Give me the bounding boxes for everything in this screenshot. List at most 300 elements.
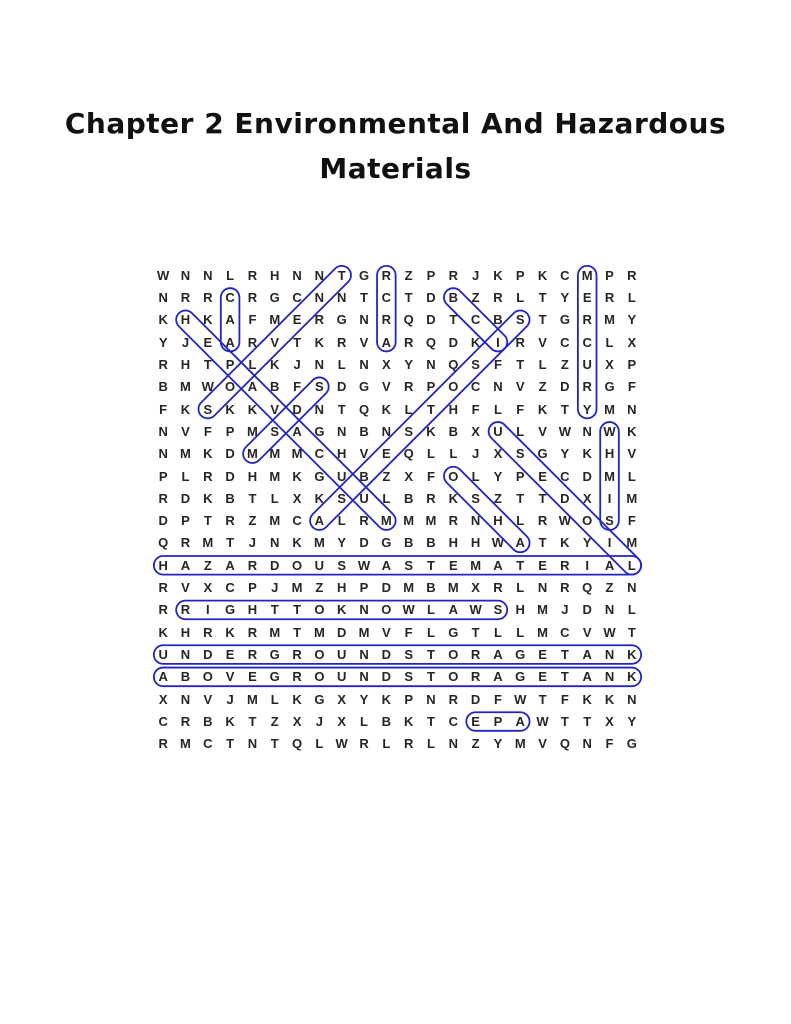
grid-cell: N — [359, 602, 369, 618]
grid-cell: M — [269, 468, 281, 484]
grid-cell: N — [381, 423, 392, 439]
grid-cell: D — [292, 401, 302, 417]
grid-cell: Y — [493, 468, 503, 484]
grid-cell: M — [180, 379, 191, 395]
grid-cell: U — [158, 647, 168, 663]
grid-cell: F — [493, 356, 502, 372]
grid-cell: E — [248, 669, 257, 685]
grid-cell: E — [225, 647, 235, 663]
grid-cell: W — [558, 423, 572, 439]
grid-cell: W — [157, 267, 170, 283]
grid-cell: J — [471, 267, 480, 283]
grid-cell: A — [515, 535, 525, 551]
grid-cell: D — [359, 535, 369, 551]
grid-cell: L — [426, 624, 435, 640]
grid-cell: Q — [425, 334, 437, 350]
grid-cell: N — [314, 267, 325, 283]
grid-cell: X — [337, 714, 347, 730]
grid-cell: P — [627, 356, 637, 372]
grid-cell: R — [470, 647, 481, 663]
grid-cell: G — [314, 468, 325, 484]
grid-cell: M — [291, 446, 303, 462]
grid-cell: R — [381, 312, 392, 328]
grid-cell: X — [292, 714, 302, 730]
grid-cell: B — [448, 289, 458, 305]
grid-cell: B — [158, 379, 168, 395]
grid-cell: N — [314, 356, 325, 372]
grid-cell: D — [158, 513, 168, 529]
grid-cell: F — [627, 513, 636, 529]
grid-cell: P — [493, 714, 503, 730]
grid-cell: Z — [203, 557, 212, 573]
grid-cell: T — [426, 557, 435, 573]
grid-cell: L — [605, 334, 614, 350]
grid-cell: A — [515, 714, 525, 730]
word-search-grid — [152, 264, 643, 755]
grid-cell: N — [180, 267, 191, 283]
grid-cell: T — [583, 714, 592, 730]
grid-cell: W — [335, 736, 348, 752]
grid-cell: F — [516, 401, 525, 417]
grid-cell: K — [158, 624, 168, 640]
grid-cell: R — [403, 334, 414, 350]
grid-cell: R — [627, 267, 637, 283]
grid-cell: D — [337, 624, 347, 640]
grid-cell: Q — [358, 401, 370, 417]
grid-cell: R — [537, 513, 548, 529]
grid-cell: T — [404, 289, 413, 305]
grid-cell: G — [336, 312, 347, 328]
grid-cell: M — [269, 312, 281, 328]
grid-cell: A — [225, 557, 235, 573]
grid-cell: M — [358, 624, 370, 640]
grid-cell: A — [493, 669, 503, 685]
word-search-puzzle — [152, 264, 643, 755]
grid-cell: N — [158, 423, 168, 439]
grid-cell: T — [426, 401, 435, 417]
grid-cell: U — [493, 423, 503, 439]
grid-cell: J — [226, 691, 234, 707]
grid-cell: R — [180, 289, 191, 305]
grid-cell: J — [561, 602, 569, 618]
grid-cell: S — [404, 423, 413, 439]
grid-cell: A — [582, 669, 592, 685]
grid-cell: B — [270, 379, 280, 395]
grid-cell: K — [270, 356, 280, 372]
grid-cell: K — [627, 647, 637, 663]
grid-cell: N — [180, 691, 191, 707]
grid-cell: K — [203, 312, 213, 328]
grid-cell: A — [225, 312, 235, 328]
grid-cell: R — [158, 580, 168, 596]
grid-cell: R — [158, 356, 168, 372]
grid-cell: A — [604, 557, 615, 573]
grid-cell: A — [381, 557, 392, 573]
grid-cell: C — [225, 289, 235, 305]
grid-cell: L — [404, 401, 413, 417]
grid-cell: Y — [158, 334, 168, 350]
grid-cell: R — [247, 624, 258, 640]
grid-cell: L — [270, 490, 279, 506]
grid-cell: V — [270, 401, 280, 417]
grid-cell: V — [582, 624, 592, 640]
grid-cell: R — [582, 312, 592, 328]
grid-cell: B — [180, 669, 191, 685]
grid-cell: K — [537, 267, 548, 283]
grid-cell: W — [603, 624, 616, 640]
grid-cell: G — [269, 669, 280, 685]
grid-cell: C — [314, 446, 325, 462]
grid-cell: H — [448, 535, 458, 551]
grid-cell: Y — [560, 446, 570, 462]
grid-cell: W — [536, 714, 549, 730]
grid-cell: P — [158, 468, 168, 484]
grid-cell: G — [626, 736, 637, 752]
grid-cell: B — [381, 714, 392, 730]
grid-cell: S — [605, 513, 614, 529]
grid-cell: N — [270, 535, 280, 551]
grid-cell: P — [605, 267, 614, 283]
grid-cell: N — [359, 312, 369, 328]
grid-cell: A — [582, 647, 592, 663]
grid-cell: G — [269, 289, 280, 305]
grid-cell: H — [270, 267, 280, 283]
grid-cell: T — [560, 669, 569, 685]
grid-cell: V — [627, 446, 637, 462]
grid-cell: V — [382, 379, 391, 395]
grid-cell: T — [516, 557, 525, 573]
grid-cell: R — [292, 647, 302, 663]
grid-cell: M — [180, 736, 191, 752]
grid-cell: R — [582, 379, 592, 395]
grid-cell: N — [203, 267, 213, 283]
grid-cell: E — [538, 647, 547, 663]
grid-cell: G — [559, 312, 570, 328]
grid-cell: Z — [471, 736, 480, 752]
grid-cell: M — [202, 535, 214, 551]
grid-cell: T — [516, 356, 525, 372]
grid-cell: C — [470, 379, 481, 395]
grid-cell: O — [582, 513, 593, 529]
grid-cell: J — [181, 334, 190, 350]
grid-cell: V — [359, 446, 369, 462]
grid-cell: L — [382, 490, 391, 506]
page-title — [0, 101, 791, 191]
grid-cell: F — [404, 624, 413, 640]
grid-cell: Y — [627, 714, 637, 730]
grid-cell: Q — [559, 736, 570, 752]
grid-cell: M — [425, 513, 437, 529]
grid-cell: M — [604, 401, 615, 417]
grid-cell: P — [515, 468, 525, 484]
grid-cell: C — [560, 468, 570, 484]
grid-cell: H — [470, 535, 481, 551]
grid-cell: B — [359, 468, 369, 484]
grid-cell: R — [203, 289, 213, 305]
grid-cell: I — [607, 535, 612, 551]
grid-cell: R — [292, 669, 302, 685]
grid-cell: C — [560, 334, 570, 350]
grid-cell: B — [203, 714, 213, 730]
grid-cell: U — [337, 647, 347, 663]
grid-cell: V — [538, 334, 547, 350]
grid-cell: I — [205, 602, 210, 618]
grid-cell: C — [448, 714, 458, 730]
grid-cell: G — [604, 379, 615, 395]
grid-cell: X — [605, 356, 614, 372]
grid-cell: L — [360, 714, 368, 730]
grid-cell: J — [471, 446, 480, 462]
grid-cell: O — [448, 669, 459, 685]
grid-cell: O — [381, 602, 392, 618]
grid-cell: Q — [582, 580, 593, 596]
grid-cell: R — [337, 334, 347, 350]
grid-cell: F — [203, 423, 212, 439]
grid-cell: G — [537, 446, 548, 462]
grid-cell: L — [627, 557, 636, 573]
grid-cell: X — [292, 490, 302, 506]
grid-cell: O — [314, 647, 325, 663]
grid-cell: M — [313, 624, 325, 640]
grid-cell: R — [403, 736, 414, 752]
grid-cell: M — [269, 446, 281, 462]
grid-cell: T — [248, 714, 257, 730]
grid-cell: R — [470, 669, 481, 685]
grid-cell: K — [560, 535, 570, 551]
grid-cell: N — [537, 580, 548, 596]
grid-cell: O — [448, 468, 459, 484]
grid-cell: L — [538, 356, 547, 372]
grid-cell: Y — [582, 535, 592, 551]
grid-cell: M — [403, 513, 415, 529]
grid-cell: D — [470, 691, 481, 707]
grid-cell: Z — [270, 714, 279, 730]
grid-cell: S — [471, 490, 480, 506]
grid-cell: R — [247, 647, 258, 663]
grid-cell: G — [358, 267, 370, 283]
grid-cell: R — [247, 557, 258, 573]
grid-cell: E — [382, 446, 391, 462]
grid-cell: H — [247, 468, 258, 484]
grid-cell: L — [627, 468, 636, 484]
grid-cell: B — [403, 535, 414, 551]
grid-cell: W — [357, 557, 371, 573]
grid-cell: N — [180, 647, 191, 663]
grid-cell: N — [604, 602, 615, 618]
grid-cell: D — [337, 379, 347, 395]
grid-cell: M — [604, 468, 615, 484]
grid-cell: W — [491, 535, 505, 551]
grid-cell: G — [381, 535, 392, 551]
grid-cell: N — [359, 669, 369, 685]
grid-cell: U — [359, 490, 369, 506]
grid-cell: S — [471, 356, 480, 372]
grid-cell: R — [180, 535, 191, 551]
grid-cell: V — [515, 379, 525, 395]
grid-cell: V — [382, 624, 391, 640]
grid-cell: N — [582, 736, 592, 752]
grid-cell: U — [582, 356, 592, 372]
grid-cell: Z — [538, 379, 547, 395]
grid-cell: A — [314, 513, 325, 529]
grid-cell: A — [381, 334, 392, 350]
grid-cell: K — [292, 535, 302, 551]
grid-cell: D — [560, 490, 570, 506]
grid-cell: S — [515, 446, 525, 462]
grid-cell: R — [203, 624, 213, 640]
grid-cell: K — [203, 490, 213, 506]
grid-cell: K — [314, 490, 325, 506]
grid-cell: C — [203, 736, 213, 752]
grid-cell: H — [158, 557, 168, 573]
grid-cell: D — [381, 669, 392, 685]
grid-cell: N — [359, 647, 369, 663]
grid-cell: L — [493, 401, 502, 417]
grid-cell: E — [292, 312, 302, 328]
grid-cell: P — [404, 691, 413, 707]
grid-cell: V — [538, 736, 547, 752]
grid-cell: K — [448, 490, 458, 506]
grid-cell: K — [337, 602, 347, 618]
grid-cell: L — [627, 602, 636, 618]
grid-cell: D — [560, 379, 570, 395]
grid-cell: H — [180, 624, 191, 640]
grid-cell: T — [449, 312, 458, 328]
grid-cell: T — [337, 267, 346, 283]
grid-cell: Q — [448, 356, 459, 372]
grid-cell: M — [514, 736, 526, 752]
grid-cell: H — [515, 602, 525, 618]
grid-cell: F — [471, 401, 480, 417]
grid-cell: T — [226, 736, 235, 752]
grid-cell: P — [515, 267, 525, 283]
grid-cell: R — [359, 736, 369, 752]
grid-cell: L — [516, 580, 525, 596]
grid-cell: N — [627, 580, 637, 596]
grid-cell: G — [225, 602, 236, 618]
grid-cell: R — [158, 602, 168, 618]
grid-cell: W — [201, 379, 214, 395]
grid-cell: R — [560, 580, 570, 596]
grid-cell: L — [493, 624, 502, 640]
grid-cell: N — [426, 691, 436, 707]
grid-cell: B — [448, 423, 458, 439]
grid-cell: L — [426, 736, 435, 752]
grid-cell: R — [314, 312, 325, 328]
grid-cell: P — [248, 580, 257, 596]
grid-cell: T — [270, 602, 279, 618]
grid-cell: O — [202, 669, 213, 685]
grid-cell: L — [516, 423, 525, 439]
grid-cell: P — [181, 513, 190, 529]
grid-cell: W — [469, 602, 482, 618]
grid-cell: J — [293, 356, 301, 372]
grid-cell: D — [582, 602, 592, 618]
grid-cell: K — [627, 423, 637, 439]
grid-cell: L — [516, 289, 525, 305]
grid-cell: T — [538, 490, 547, 506]
grid-cell: L — [315, 736, 324, 752]
grid-cell: Y — [337, 535, 347, 551]
grid-cell: D — [180, 490, 191, 506]
grid-cell: R — [426, 490, 436, 506]
grid-cell: K — [403, 714, 414, 730]
grid-cell: O — [448, 379, 459, 395]
grid-cell: T — [203, 513, 212, 529]
grid-cell: E — [538, 468, 547, 484]
grid-cell: C — [560, 267, 570, 283]
grid-cell: W — [402, 602, 415, 618]
grid-cell: S — [270, 423, 280, 439]
grid-cell: T — [560, 714, 569, 730]
grid-cell: N — [627, 691, 637, 707]
grid-cell: Z — [315, 580, 324, 596]
grid-cell: T — [293, 334, 302, 350]
grid-cell: X — [471, 580, 480, 596]
grid-cell: F — [560, 691, 569, 707]
grid-cell: G — [515, 647, 526, 663]
grid-cell: D — [270, 557, 280, 573]
grid-cell: P — [225, 423, 235, 439]
grid-cell: M — [626, 490, 638, 506]
grid-cell: P — [359, 580, 369, 596]
grid-cell: A — [158, 669, 168, 685]
grid-cell: X — [382, 356, 391, 372]
grid-cell: K — [292, 468, 302, 484]
grid-cell: R — [493, 289, 503, 305]
grid-cell: J — [248, 535, 257, 551]
grid-cell: R — [493, 580, 503, 596]
grid-cell: K — [627, 669, 637, 685]
grid-cell: L — [627, 289, 636, 305]
grid-cell: L — [181, 468, 190, 484]
grid-cell: U — [337, 669, 347, 685]
grid-cell: R — [158, 490, 168, 506]
grid-cell: C — [292, 513, 302, 529]
grid-cell: T — [270, 736, 279, 752]
grid-cell: R — [359, 513, 369, 529]
grid-cell: D — [381, 580, 392, 596]
grid-cell: K — [604, 691, 615, 707]
grid-cell: R — [448, 513, 458, 529]
grid-cell: X — [582, 490, 592, 506]
grid-cell: A — [180, 557, 191, 573]
grid-cell: T — [293, 624, 302, 640]
grid-cell: T — [293, 602, 302, 618]
grid-cell: X — [605, 714, 614, 730]
grid-cell: S — [315, 379, 324, 395]
grid-cell: J — [315, 714, 323, 730]
grid-cell: L — [382, 736, 391, 752]
grid-cell: K — [225, 624, 235, 640]
grid-cell: A — [448, 602, 458, 618]
grid-cell: R — [381, 267, 392, 283]
grid-cell: M — [537, 602, 548, 618]
grid-cell: T — [560, 647, 569, 663]
grid-cell: T — [360, 289, 368, 305]
grid-cell: Z — [471, 289, 480, 305]
grid-cell: T — [538, 535, 547, 551]
grid-cell: H — [448, 401, 458, 417]
grid-cell: T — [226, 535, 235, 551]
grid-cell: F — [493, 691, 502, 707]
grid-cell: B — [403, 490, 414, 506]
grid-cell: K — [292, 691, 302, 707]
grid-cell: O — [225, 379, 236, 395]
grid-cell: Z — [493, 490, 502, 506]
grid-cell: M — [269, 624, 281, 640]
grid-cell: L — [226, 267, 235, 283]
